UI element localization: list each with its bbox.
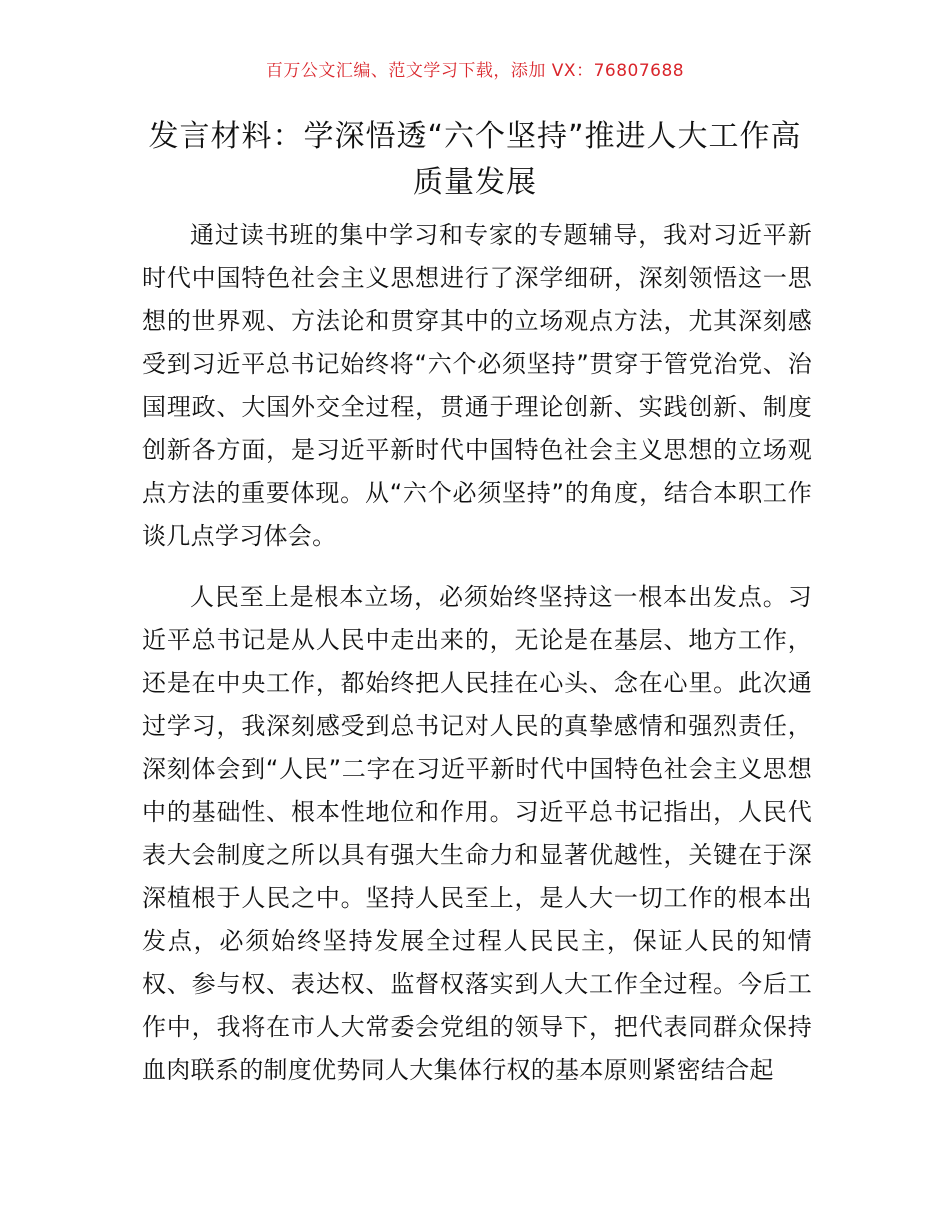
body-paragraph-1: 通过读书班的集中学习和专家的专题辅导，我对习近平新时代中国特色社会主义思想进行了深学细研，深刻领悟这一思想的世界观、方法论和贯穿其中的立场观点方法，尤其深刻感受到习近平总书记始终将“六个必须坚持”贯穿于管党治党、治国理政、大国外交全过程，贯通于理论创新、实践创新、制度创新各方面，是习近平新时代中国特色社会主义思想的立场观点方法的重要体现。从“六个必须坚持”的角度，结合本职工作谈几点学习体会。 — [142, 221, 812, 550]
header-watermark-note: 百万公文汇编、范文学习下载，添加 VX：76807688 — [265, 61, 685, 81]
document-body — [142, 214, 812, 1110]
document-title: 发言材料：学深悟透“六个坚持”推进人大工作高质量发展 — [148, 119, 802, 200]
body-paragraph-2: 人民至上是根本立场，必须始终坚持这一根本出发点。习近平总书记是从人民中走出来的，无论是在基层、地方工作，还是在中央工作，都始终把人民挂在心头、念在心里。此次通过学习，我深刻感受到总书记对人民的真挚感情和强烈责任，深刻体会到“人民”二字在习近平新时代中国特色社会主义思想中的基础性、根本性地位和作用。习近平总书记指出，人民代表大会制度之所以具有强大生命力和显著优越性，关键在于深深植根于人民之中。坚持人民至上，是人大一切工作的根本出发点，必须始终坚持发展全过程人民民主，保证人民的知情权、参与权、表达权、监督权落实到人大工作全过程。今后工作中，我将在市人大常委会党组的领导下，把代表同群众保持血肉联系的制度优势同人大集体行权的基本原则紧密结合起 — [142, 583, 812, 1084]
